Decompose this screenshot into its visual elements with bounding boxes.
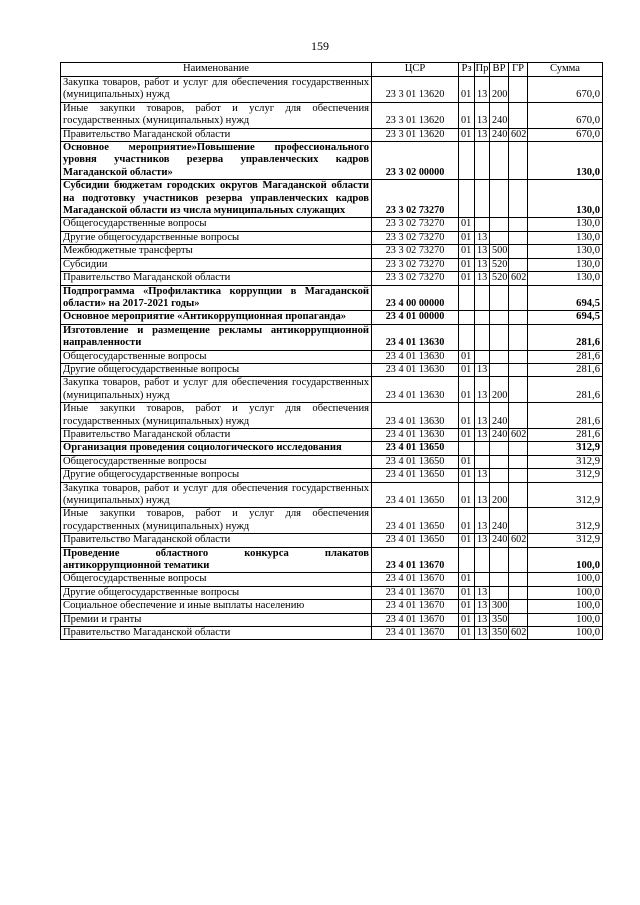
- row-vr: 300: [490, 600, 509, 613]
- row-pr: [475, 442, 490, 455]
- row-name: Субсидии: [61, 258, 372, 271]
- row-sum: 281,6: [528, 363, 603, 376]
- row-sum: 281,6: [528, 324, 603, 350]
- row-sum: 100,0: [528, 627, 603, 640]
- row-pr: 13: [475, 272, 490, 285]
- row-pr: 13: [475, 586, 490, 599]
- row-name: Общегосударственные вопросы: [61, 573, 372, 586]
- table-row: [61, 586, 603, 599]
- header-csr: ЦСР: [372, 63, 459, 77]
- row-gr: [509, 377, 528, 403]
- row-vr: [490, 350, 509, 363]
- row-sum: 100,0: [528, 613, 603, 626]
- row-rz: [459, 180, 475, 218]
- row-rz: 01: [459, 428, 475, 441]
- table-row: [61, 180, 603, 218]
- row-rz: 01: [459, 627, 475, 640]
- row-csr: 23 4 01 13650: [372, 508, 459, 534]
- header-vr: ВР: [490, 63, 509, 77]
- row-rz: [459, 142, 475, 180]
- row-sum: 130,0: [528, 142, 603, 180]
- row-gr: [509, 573, 528, 586]
- row-csr: 23 4 01 00000: [372, 311, 459, 324]
- row-vr: 240: [490, 508, 509, 534]
- table-row: [61, 272, 603, 285]
- row-csr: 23 4 01 13630: [372, 428, 459, 441]
- row-gr: [509, 600, 528, 613]
- table-row: [61, 377, 603, 403]
- row-rz: [459, 324, 475, 350]
- table-row: [61, 547, 603, 573]
- row-rz: 01: [459, 613, 475, 626]
- table-row: [61, 613, 603, 626]
- row-sum: 312,9: [528, 534, 603, 547]
- table-row: [61, 403, 603, 429]
- row-gr: [509, 102, 528, 128]
- row-gr: 602: [509, 272, 528, 285]
- row-pr: 13: [475, 428, 490, 441]
- row-name: Общегосударственные вопросы: [61, 455, 372, 468]
- row-gr: [509, 363, 528, 376]
- table-row: [61, 469, 603, 482]
- row-vr: [490, 180, 509, 218]
- table-row: [61, 573, 603, 586]
- row-vr: [490, 547, 509, 573]
- row-sum: 130,0: [528, 258, 603, 271]
- row-pr: [475, 455, 490, 468]
- row-rz: 01: [459, 350, 475, 363]
- table-row: [61, 245, 603, 258]
- row-name: Иные закупки товаров, работ и услуг для обеспечения государственных (муниципальных) нужд: [61, 508, 372, 534]
- row-pr: [475, 285, 490, 311]
- row-pr: 13: [475, 128, 490, 141]
- row-csr: 23 4 01 13650: [372, 482, 459, 508]
- row-rz: 01: [459, 508, 475, 534]
- row-vr: [490, 311, 509, 324]
- row-gr: [509, 218, 528, 231]
- row-sum: 670,0: [528, 102, 603, 128]
- row-name: Правительство Магаданской области: [61, 428, 372, 441]
- row-name: Межбюджетные трансферты: [61, 245, 372, 258]
- row-vr: 240: [490, 102, 509, 128]
- row-pr: 13: [475, 377, 490, 403]
- row-rz: 01: [459, 455, 475, 468]
- row-pr: 13: [475, 258, 490, 271]
- row-csr: 23 3 01 13620: [372, 128, 459, 141]
- row-vr: 520: [490, 272, 509, 285]
- row-sum: 281,6: [528, 350, 603, 363]
- row-rz: 01: [459, 403, 475, 429]
- row-csr: 23 3 02 73270: [372, 180, 459, 218]
- row-name: Иные закупки товаров, работ и услуг для обеспечения государственных (муниципальных) нужд: [61, 102, 372, 128]
- header-pr: Пр: [475, 63, 490, 77]
- row-name: Другие общегосударственные вопросы: [61, 363, 372, 376]
- row-name: Изготовление и размещение рекламы антикоррупционной направленности: [61, 324, 372, 350]
- row-csr: 23 3 02 73270: [372, 245, 459, 258]
- row-csr: 23 4 01 13670: [372, 586, 459, 599]
- row-rz: 01: [459, 128, 475, 141]
- table-row: [61, 428, 603, 441]
- row-sum: 312,9: [528, 442, 603, 455]
- row-sum: 312,9: [528, 482, 603, 508]
- row-name: Другие общегосударственные вопросы: [61, 231, 372, 244]
- row-rz: 01: [459, 600, 475, 613]
- table-row: [61, 128, 603, 141]
- row-gr: [509, 258, 528, 271]
- row-gr: [509, 231, 528, 244]
- row-name: Правительство Магаданской области: [61, 128, 372, 141]
- row-pr: 13: [475, 102, 490, 128]
- row-gr: [509, 403, 528, 429]
- row-gr: [509, 613, 528, 626]
- row-sum: 312,9: [528, 508, 603, 534]
- row-rz: 01: [459, 482, 475, 508]
- table-row: [61, 455, 603, 468]
- table-row: [61, 508, 603, 534]
- row-sum: 281,6: [528, 377, 603, 403]
- row-name: Социальное обеспечение и иные выплаты населению: [61, 600, 372, 613]
- row-vr: 200: [490, 377, 509, 403]
- row-pr: 13: [475, 482, 490, 508]
- row-csr: 23 4 01 13630: [372, 324, 459, 350]
- row-sum: 100,0: [528, 573, 603, 586]
- budget-table: [60, 62, 603, 640]
- row-name: Закупка товаров, работ и услуг для обеспечения государственных (муниципальных) нужд: [61, 482, 372, 508]
- table-row: [61, 482, 603, 508]
- row-gr: [509, 245, 528, 258]
- table-row: [61, 102, 603, 128]
- row-pr: 13: [475, 77, 490, 103]
- row-csr: 23 4 01 13670: [372, 547, 459, 573]
- row-gr: [509, 285, 528, 311]
- table-row: [61, 77, 603, 103]
- table-row: [61, 350, 603, 363]
- row-name: Правительство Магаданской области: [61, 272, 372, 285]
- row-name: Закупка товаров, работ и услуг для обеспечения государственных (муниципальных) нужд: [61, 377, 372, 403]
- row-csr: 23 4 01 13670: [372, 600, 459, 613]
- row-csr: 23 4 01 13630: [372, 350, 459, 363]
- row-sum: 312,9: [528, 455, 603, 468]
- row-sum: 130,0: [528, 231, 603, 244]
- row-vr: 500: [490, 245, 509, 258]
- row-vr: [490, 586, 509, 599]
- row-pr: 13: [475, 231, 490, 244]
- row-gr: [509, 586, 528, 599]
- row-rz: [459, 311, 475, 324]
- row-vr: [490, 469, 509, 482]
- row-rz: 01: [459, 231, 475, 244]
- row-pr: 13: [475, 245, 490, 258]
- row-rz: 01: [459, 377, 475, 403]
- row-name: Основное мероприятие»Повышение профессионального уровня участников резерва управленческих кадров Магаданской области»: [61, 142, 372, 180]
- row-rz: [459, 547, 475, 573]
- row-sum: 694,5: [528, 285, 603, 311]
- row-gr: [509, 180, 528, 218]
- row-pr: [475, 142, 490, 180]
- row-rz: 01: [459, 534, 475, 547]
- header-gr: ГР: [509, 63, 528, 77]
- table-row: [61, 218, 603, 231]
- row-vr: 350: [490, 627, 509, 640]
- row-vr: [490, 324, 509, 350]
- row-gr: [509, 311, 528, 324]
- row-vr: 350: [490, 613, 509, 626]
- row-gr: [509, 350, 528, 363]
- row-gr: [509, 442, 528, 455]
- row-csr: 23 4 01 13650: [372, 455, 459, 468]
- row-rz: 01: [459, 77, 475, 103]
- row-rz: 01: [459, 586, 475, 599]
- row-sum: 694,5: [528, 311, 603, 324]
- row-vr: [490, 142, 509, 180]
- row-pr: 13: [475, 534, 490, 547]
- row-csr: 23 3 02 00000: [372, 142, 459, 180]
- row-vr: 240: [490, 534, 509, 547]
- row-vr: [490, 573, 509, 586]
- row-vr: 200: [490, 77, 509, 103]
- row-name: Общегосударственные вопросы: [61, 218, 372, 231]
- row-name: Организация проведения социологического исследования: [61, 442, 372, 455]
- row-sum: 312,9: [528, 469, 603, 482]
- row-rz: 01: [459, 469, 475, 482]
- row-pr: [475, 218, 490, 231]
- row-pr: 13: [475, 613, 490, 626]
- row-gr: [509, 508, 528, 534]
- row-sum: 130,0: [528, 180, 603, 218]
- row-csr: 23 3 02 73270: [372, 258, 459, 271]
- row-vr: 240: [490, 403, 509, 429]
- row-vr: 240: [490, 128, 509, 141]
- row-csr: 23 4 01 13670: [372, 613, 459, 626]
- row-name: Другие общегосударственные вопросы: [61, 586, 372, 599]
- row-pr: 13: [475, 600, 490, 613]
- header-rz: Рз: [459, 63, 475, 77]
- table-body: [61, 77, 603, 640]
- table-row: [61, 534, 603, 547]
- row-csr: 23 4 01 13630: [372, 377, 459, 403]
- row-sum: 670,0: [528, 77, 603, 103]
- row-name: Проведение областного конкурса плакатов антикоррупционной тематики: [61, 547, 372, 573]
- row-csr: 23 4 01 13630: [372, 403, 459, 429]
- table-header: [61, 63, 603, 77]
- row-gr: 602: [509, 534, 528, 547]
- table-row: [61, 324, 603, 350]
- row-name: Основное мероприятие «Антикоррупционная пропаганда»: [61, 311, 372, 324]
- row-name: Иные закупки товаров, работ и услуг для обеспечения государственных (муниципальных) нужд: [61, 403, 372, 429]
- table-row: [61, 285, 603, 311]
- table-row: [61, 600, 603, 613]
- row-csr: 23 4 01 13650: [372, 469, 459, 482]
- row-pr: 13: [475, 508, 490, 534]
- row-csr: 23 4 01 13650: [372, 534, 459, 547]
- table-row: [61, 363, 603, 376]
- row-gr: [509, 142, 528, 180]
- row-sum: 670,0: [528, 128, 603, 141]
- row-pr: [475, 324, 490, 350]
- row-name: Правительство Магаданской области: [61, 627, 372, 640]
- row-csr: 23 4 01 13650: [372, 442, 459, 455]
- header-row: [61, 63, 603, 77]
- row-vr: [490, 285, 509, 311]
- row-pr: [475, 573, 490, 586]
- row-gr: [509, 77, 528, 103]
- row-gr: [509, 482, 528, 508]
- row-gr: 602: [509, 128, 528, 141]
- row-sum: 130,0: [528, 245, 603, 258]
- table-row: [61, 442, 603, 455]
- row-sum: 281,6: [528, 403, 603, 429]
- row-pr: [475, 350, 490, 363]
- row-pr: 13: [475, 469, 490, 482]
- row-csr: 23 3 02 73270: [372, 218, 459, 231]
- row-sum: 130,0: [528, 218, 603, 231]
- row-name: Правительство Магаданской области: [61, 534, 372, 547]
- row-rz: [459, 442, 475, 455]
- row-gr: [509, 547, 528, 573]
- row-pr: 13: [475, 363, 490, 376]
- table-row: [61, 258, 603, 271]
- row-sum: 281,6: [528, 428, 603, 441]
- row-gr: [509, 324, 528, 350]
- row-csr: 23 4 01 13630: [372, 363, 459, 376]
- header-name: Наименование: [61, 63, 372, 77]
- row-vr: [490, 363, 509, 376]
- row-sum: 100,0: [528, 547, 603, 573]
- row-vr: [490, 218, 509, 231]
- row-rz: 01: [459, 102, 475, 128]
- row-name: Другие общегосударственные вопросы: [61, 469, 372, 482]
- row-sum: 100,0: [528, 586, 603, 599]
- row-rz: 01: [459, 258, 475, 271]
- row-rz: 01: [459, 573, 475, 586]
- row-sum: 100,0: [528, 600, 603, 613]
- table-row: [61, 142, 603, 180]
- table-row: [61, 311, 603, 324]
- row-csr: 23 3 02 73270: [372, 272, 459, 285]
- row-vr: [490, 231, 509, 244]
- row-csr: 23 3 01 13620: [372, 77, 459, 103]
- row-pr: [475, 180, 490, 218]
- row-vr: 240: [490, 428, 509, 441]
- row-rz: 01: [459, 363, 475, 376]
- row-pr: [475, 547, 490, 573]
- table-row: [61, 627, 603, 640]
- row-rz: 01: [459, 245, 475, 258]
- row-gr: 602: [509, 627, 528, 640]
- header-sum: Сумма: [528, 63, 603, 77]
- page-number: 159: [311, 39, 329, 53]
- row-rz: 01: [459, 272, 475, 285]
- row-vr: [490, 442, 509, 455]
- row-csr: 23 4 01 13670: [372, 573, 459, 586]
- row-csr: 23 4 00 00000: [372, 285, 459, 311]
- row-gr: [509, 469, 528, 482]
- row-rz: [459, 285, 475, 311]
- row-pr: 13: [475, 627, 490, 640]
- row-csr: 23 3 02 73270: [372, 231, 459, 244]
- row-gr: [509, 455, 528, 468]
- row-csr: 23 4 01 13670: [372, 627, 459, 640]
- row-csr: 23 3 01 13620: [372, 102, 459, 128]
- row-sum: 130,0: [528, 272, 603, 285]
- row-rz: 01: [459, 218, 475, 231]
- row-name: Премии и гранты: [61, 613, 372, 626]
- row-vr: 520: [490, 258, 509, 271]
- row-name: Закупка товаров, работ и услуг для обеспечения государственных (муниципальных) нужд: [61, 77, 372, 103]
- row-pr: 13: [475, 403, 490, 429]
- table-row: [61, 231, 603, 244]
- row-pr: [475, 311, 490, 324]
- row-gr: 602: [509, 428, 528, 441]
- row-name: Общегосударственные вопросы: [61, 350, 372, 363]
- row-name: Субсидии бюджетам городских округов Магаданской области на подготовку участников резерва управленческих кадров Магаданской области из числа муниципальных служащих: [61, 180, 372, 218]
- row-vr: [490, 455, 509, 468]
- row-name: Подпрограмма «Профилактика коррупции в Магаданской области» на 2017-2021 годы»: [61, 285, 372, 311]
- row-vr: 200: [490, 482, 509, 508]
